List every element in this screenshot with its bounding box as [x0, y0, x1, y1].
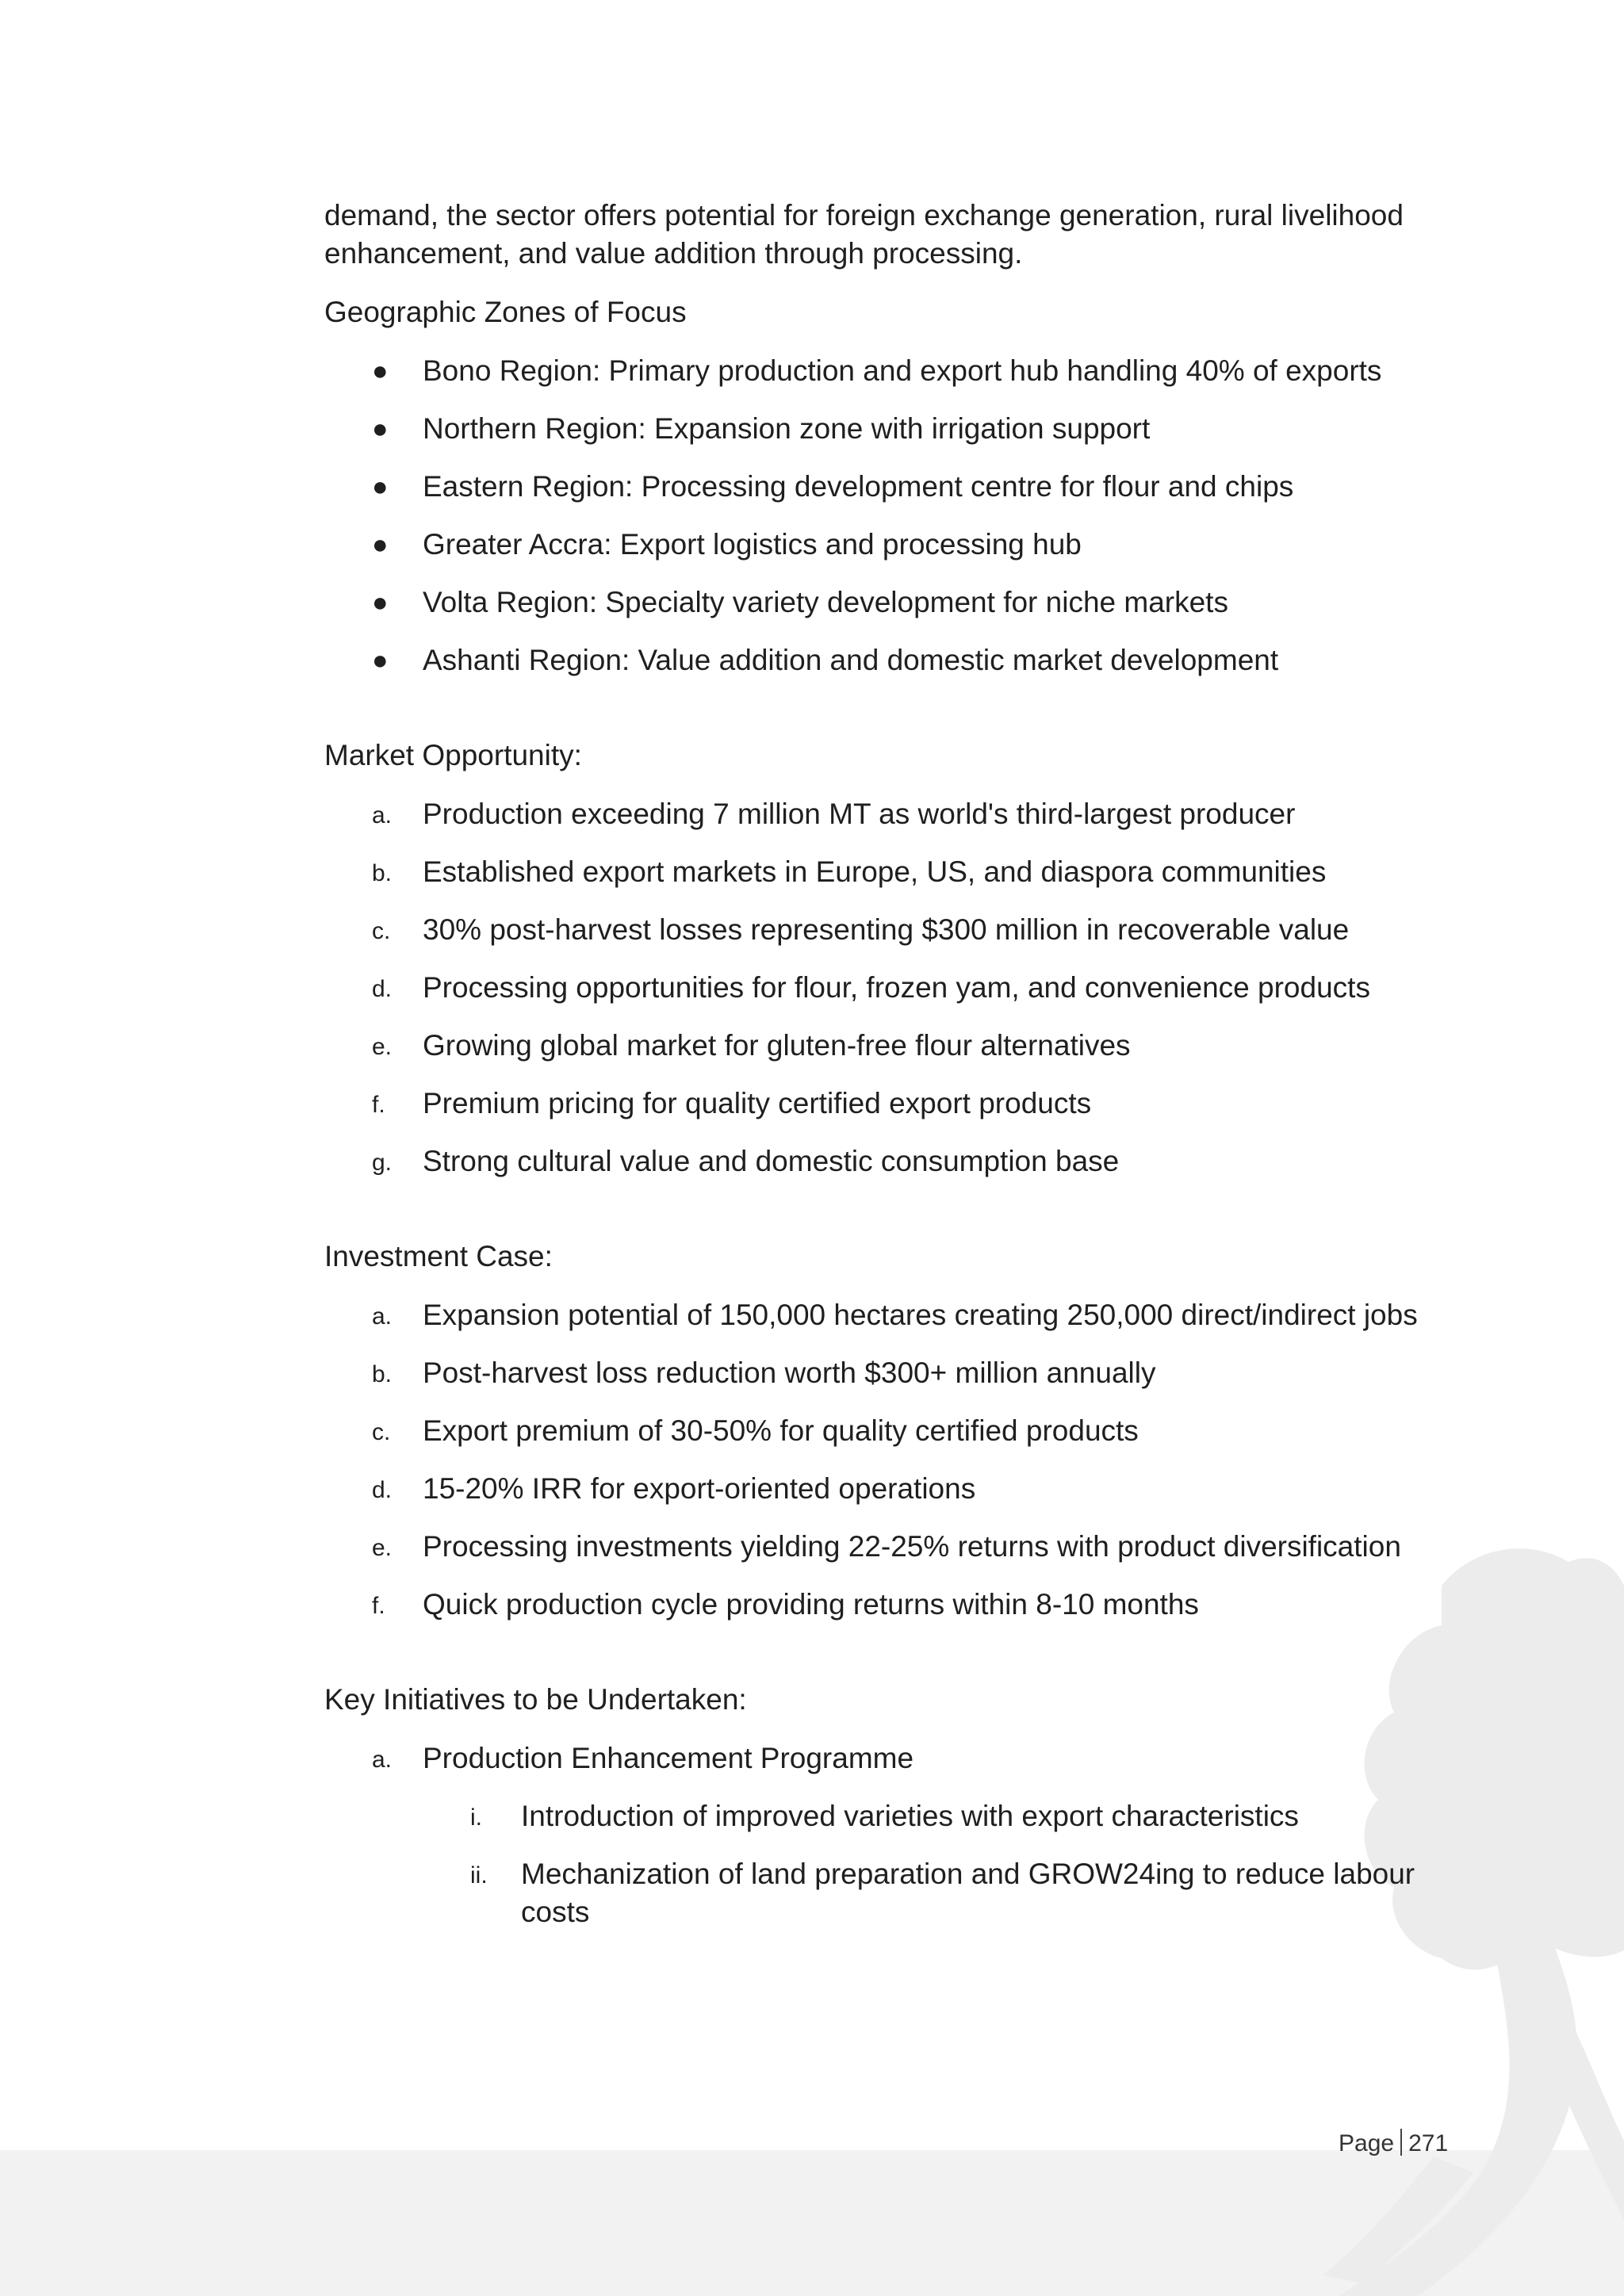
list-item: ● Bono Region: Primary production and export hub handling 40% of exports	[324, 352, 1466, 390]
bullet-marker: ●	[372, 414, 389, 444]
list-marker: e.	[372, 1535, 393, 1561]
list-item: d. 15-20% IRR for export-oriented operations	[324, 1470, 1466, 1508]
bullet-marker: ●	[372, 587, 389, 618]
list-item: c. 30% post-harvest losses representing $300 million in recoverable value	[324, 911, 1466, 949]
list-item: e. Processing investments yielding 22-25% returns with product diversification	[324, 1528, 1466, 1566]
list-item: g. Strong cultural value and domestic consumption base	[324, 1142, 1466, 1181]
intro-paragraph: demand, the sector offers potential for foreign exchange generation, rural livelihood enhancement, and value addition through processing.	[324, 199, 1404, 270]
key-initiatives-sublist	[324, 1797, 1466, 1931]
list-marker: b.	[372, 1361, 393, 1387]
investment-case-heading: Investment Case:	[324, 1240, 553, 1272]
page-separator	[1400, 2129, 1402, 2156]
list-item: b. Established export markets in Europe, US, and diaspora communities	[324, 853, 1466, 891]
sub-list-item: ii. Mechanization of land preparation and GROW24ing to reduce labour costs	[470, 1858, 1415, 1928]
list-marker: b.	[372, 860, 393, 886]
list-marker: ii.	[470, 1862, 488, 1888]
section-spacer	[324, 1644, 1466, 1681]
list-marker: i.	[470, 1804, 482, 1831]
geographic-zones-heading: Geographic Zones of Focus	[324, 296, 687, 328]
list-marker: f.	[372, 1092, 385, 1118]
geographic-zones-list	[324, 352, 1466, 679]
list-marker: d.	[372, 976, 393, 1002]
list-item: a. Production Enhancement Programme	[324, 1739, 1466, 1777]
key-initiatives-list	[324, 1739, 1466, 1777]
list-marker: g.	[372, 1150, 393, 1176]
list-item: ● Volta Region: Specialty variety development for niche markets	[324, 584, 1466, 622]
list-marker: d.	[372, 1477, 393, 1503]
list-item: e. Growing global market for gluten-free flour alternatives	[324, 1027, 1466, 1065]
investment-case-list	[324, 1296, 1466, 1624]
list-item: b. Post-harvest loss reduction worth $300+ million annually	[324, 1354, 1466, 1392]
list-item: c. Export premium of 30-50% for quality certified products	[324, 1412, 1466, 1450]
list-item: ● Greater Accra: Export logistics and processing hub	[324, 526, 1466, 564]
bullet-marker: ●	[372, 530, 389, 560]
market-opportunity-list	[324, 795, 1466, 1181]
key-initiatives-heading: Key Initiatives to be Undertaken:	[324, 1683, 747, 1716]
list-marker: e.	[372, 1034, 393, 1060]
bullet-marker: ●	[372, 472, 389, 502]
document-body	[324, 197, 1466, 1951]
list-item: ● Ashanti Region: Value addition and domestic market development	[324, 641, 1466, 679]
market-opportunity-heading: Market Opportunity:	[324, 739, 582, 771]
list-item: a. Production exceeding 7 million MT as world's third-largest producer	[324, 795, 1466, 833]
page-number	[1339, 2128, 1448, 2160]
list-marker: a.	[372, 1747, 393, 1773]
list-item: ● Northern Region: Expansion zone with irrigation support	[324, 410, 1466, 448]
section-spacer	[324, 1200, 1466, 1238]
list-item: f. Premium pricing for quality certified export products	[324, 1085, 1466, 1123]
list-marker: f.	[372, 1593, 385, 1619]
bullet-marker: ●	[372, 356, 389, 386]
sub-list-item: i. Introduction of improved varieties with export characteristics	[324, 1797, 1466, 1835]
list-marker: c.	[372, 1419, 391, 1445]
list-marker: a.	[372, 802, 393, 828]
bullet-marker: ●	[372, 645, 389, 675]
page-label: Page	[1339, 2130, 1395, 2156]
list-item: ● Eastern Region: Processing development centre for flour and chips	[324, 468, 1466, 506]
list-item: a. Expansion potential of 150,000 hectares creating 250,000 direct/indirect jobs	[324, 1296, 1466, 1334]
list-marker: c.	[372, 918, 391, 944]
list-marker: a.	[372, 1303, 393, 1330]
list-item: d. Processing opportunities for flour, frozen yam, and convenience products	[324, 969, 1466, 1007]
page-number-value: 271	[1408, 2130, 1449, 2156]
section-spacer	[324, 699, 1466, 737]
list-item: f. Quick production cycle providing returns within 8-10 months	[324, 1586, 1466, 1624]
